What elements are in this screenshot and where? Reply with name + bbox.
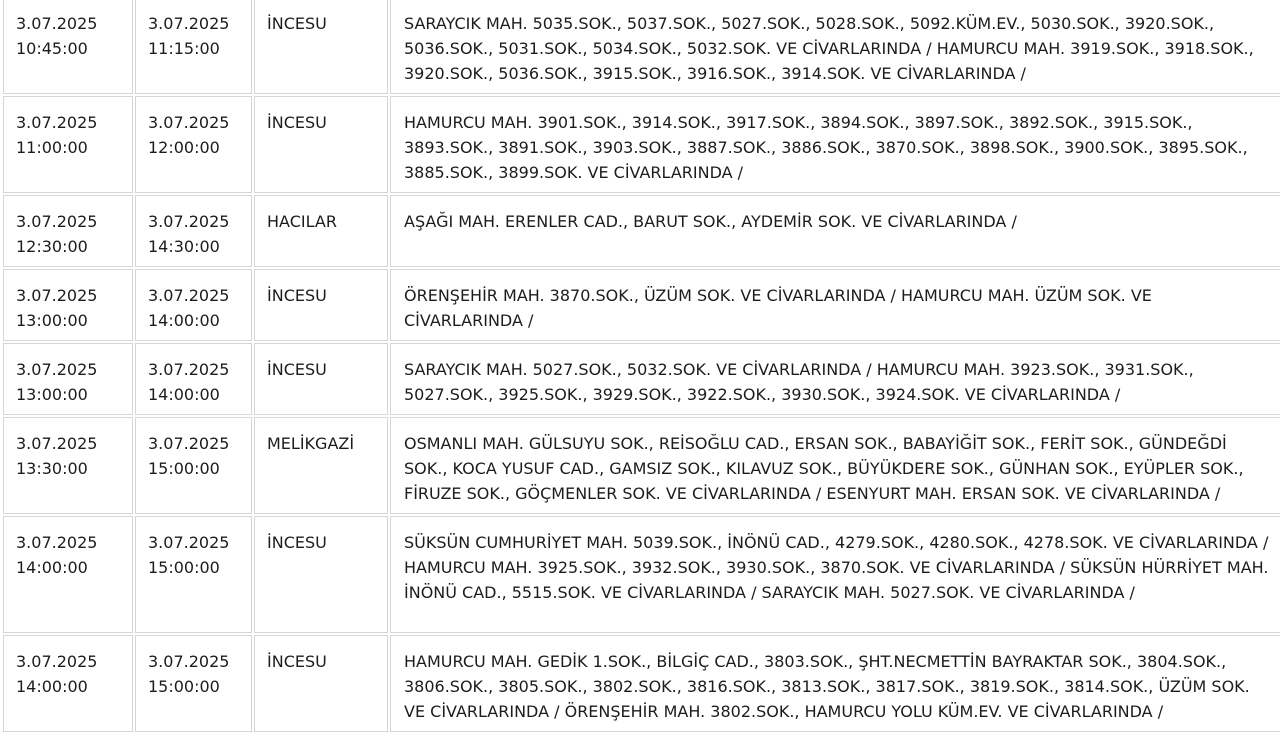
start-time: 13:00:00: [16, 311, 88, 330]
district-cell: İNCESU: [254, 96, 388, 193]
start-time: 10:45:00: [16, 39, 88, 58]
start-date: 3.07.2025: [16, 360, 98, 379]
district-cell: MELİKGAZİ: [254, 417, 388, 514]
end-time: 14:30:00: [148, 237, 220, 256]
end-date: 3.07.2025: [148, 652, 230, 671]
end-time: 14:00:00: [148, 385, 220, 404]
start-cell: [3, 96, 133, 193]
end-cell: [135, 96, 252, 193]
table-row: [3, 516, 1280, 633]
end-time: 12:00:00: [148, 138, 220, 157]
end-time: 15:00:00: [148, 558, 220, 577]
end-date: 3.07.2025: [148, 212, 230, 231]
table-row: [3, 343, 1280, 415]
affected-streets-cell: ÖRENŞEHİR MAH. 3870.SOK., ÜZÜM SOK. VE CİVARLARINDA / HAMURCU MAH. ÜZÜM SOK. VE CİVARLARINDA /: [390, 269, 1280, 341]
affected-streets-cell: AŞAĞI MAH. ERENLER CAD., BARUT SOK., AYDEMİR SOK. VE CİVARLARINDA /: [390, 195, 1280, 267]
end-cell: [135, 0, 252, 94]
end-date: 3.07.2025: [148, 533, 230, 552]
start-time: 13:00:00: [16, 385, 88, 404]
start-time: 12:30:00: [16, 237, 88, 256]
start-date: 3.07.2025: [16, 113, 98, 132]
start-date: 3.07.2025: [16, 14, 98, 33]
end-cell: [135, 635, 252, 732]
end-time: 14:00:00: [148, 311, 220, 330]
district-cell: İNCESU: [254, 0, 388, 94]
affected-streets-cell: SARAYCIK MAH. 5035.SOK., 5037.SOK., 5027.SOK., 5028.SOK., 5092.KÜM.EV., 5030.SOK., 3920.SOK., 5036.SOK., 5031.SOK., 5034.SOK., 5032.SOK. VE CİVARLARINDA / HAMURCU MAH. 3919.SOK., 3918.SOK., 3920.SOK., 5036.SOK., 3915.SOK., 3916.SOK., 3914.SOK. VE CİVARLARINDA /: [390, 0, 1280, 94]
start-cell: [3, 0, 133, 94]
start-date: 3.07.2025: [16, 212, 98, 231]
end-cell: [135, 343, 252, 415]
affected-streets-cell: HAMURCU MAH. GEDİK 1.SOK., BİLGİÇ CAD., 3803.SOK., ŞHT.NECMETTİN BAYRAKTAR SOK., 3804.SOK., 3806.SOK., 3805.SOK., 3802.SOK., 3816.SOK., 3813.SOK., 3817.SOK., 3819.SOK., 3814.SOK., ÜZÜM SOK. VE CİVARLARINDA / ÖRENŞEHİR MAH. 3802.SOK., HAMURCU YOLU KÜM.EV. VE CİVARLARINDA /: [390, 635, 1280, 732]
table-row: [3, 417, 1280, 514]
district-cell: HACILAR: [254, 195, 388, 267]
start-date: 3.07.2025: [16, 533, 98, 552]
end-date: 3.07.2025: [148, 360, 230, 379]
end-date: 3.07.2025: [148, 14, 230, 33]
district-cell: İNCESU: [254, 269, 388, 341]
outage-schedule-table: [1, 0, 1280, 734]
affected-streets-cell: HAMURCU MAH. 3901.SOK., 3914.SOK., 3917.SOK., 3894.SOK., 3897.SOK., 3892.SOK., 3915.SOK., 3893.SOK., 3891.SOK., 3903.SOK., 3887.SOK., 3886.SOK., 3870.SOK., 3898.SOK., 3900.SOK., 3895.SOK., 3885.SOK., 3899.SOK. VE CİVARLARINDA /: [390, 96, 1280, 193]
end-time: 11:15:00: [148, 39, 220, 58]
start-time: 14:00:00: [16, 677, 88, 696]
affected-streets-cell: SÜKSÜN CUMHURİYET MAH. 5039.SOK., İNÖNÜ CAD., 4279.SOK., 4280.SOK., 4278.SOK. VE CİVARLARINDA / HAMURCU MAH. 3925.SOK., 3932.SOK., 3930.SOK., 3870.SOK. VE CİVARLARINDA / SÜKSÜN HÜRRİYET MAH. İNÖNÜ CAD., 5515.SOK. VE CİVARLARINDA / SARAYCIK MAH. 5027.SOK. VE CİVARLARINDA /: [390, 516, 1280, 633]
end-time: 15:00:00: [148, 677, 220, 696]
end-cell: [135, 516, 252, 633]
start-cell: [3, 343, 133, 415]
affected-streets-cell: OSMANLI MAH. GÜLSUYU SOK., REİSOĞLU CAD., ERSAN SOK., BABAYİĞİT SOK., FERİT SOK., GÜNDEĞDİ SOK., KOCA YUSUF CAD., GAMSIZ SOK., KILAVUZ SOK., BÜYÜKDERE SOK., GÜNHAN SOK., EYÜPLER SOK., FİRUZE SOK., GÖÇMENLER SOK. VE CİVARLARINDA / ESENYURT MAH. ERSAN SOK. VE CİVARLARINDA /: [390, 417, 1280, 514]
start-time: 11:00:00: [16, 138, 88, 157]
table-row: [3, 195, 1280, 267]
table-row: [3, 0, 1280, 94]
start-cell: [3, 635, 133, 732]
district-cell: İNCESU: [254, 343, 388, 415]
start-cell: [3, 417, 133, 514]
start-cell: [3, 269, 133, 341]
table-row: [3, 269, 1280, 341]
start-date: 3.07.2025: [16, 434, 98, 453]
district-cell: İNCESU: [254, 516, 388, 633]
district-cell: İNCESU: [254, 635, 388, 732]
table-row: [3, 635, 1280, 732]
start-cell: [3, 195, 133, 267]
start-date: 3.07.2025: [16, 286, 98, 305]
end-cell: [135, 417, 252, 514]
end-cell: [135, 195, 252, 267]
end-date: 3.07.2025: [148, 113, 230, 132]
start-date: 3.07.2025: [16, 652, 98, 671]
end-date: 3.07.2025: [148, 434, 230, 453]
end-cell: [135, 269, 252, 341]
end-time: 15:00:00: [148, 459, 220, 478]
table-row: [3, 96, 1280, 193]
end-date: 3.07.2025: [148, 286, 230, 305]
start-cell: [3, 516, 133, 633]
start-time: 13:30:00: [16, 459, 88, 478]
affected-streets-cell: SARAYCIK MAH. 5027.SOK., 5032.SOK. VE CİVARLARINDA / HAMURCU MAH. 3923.SOK., 3931.SOK., 5027.SOK., 3925.SOK., 3929.SOK., 3922.SOK., 3930.SOK., 3924.SOK. VE CİVARLARINDA /: [390, 343, 1280, 415]
start-time: 14:00:00: [16, 558, 88, 577]
